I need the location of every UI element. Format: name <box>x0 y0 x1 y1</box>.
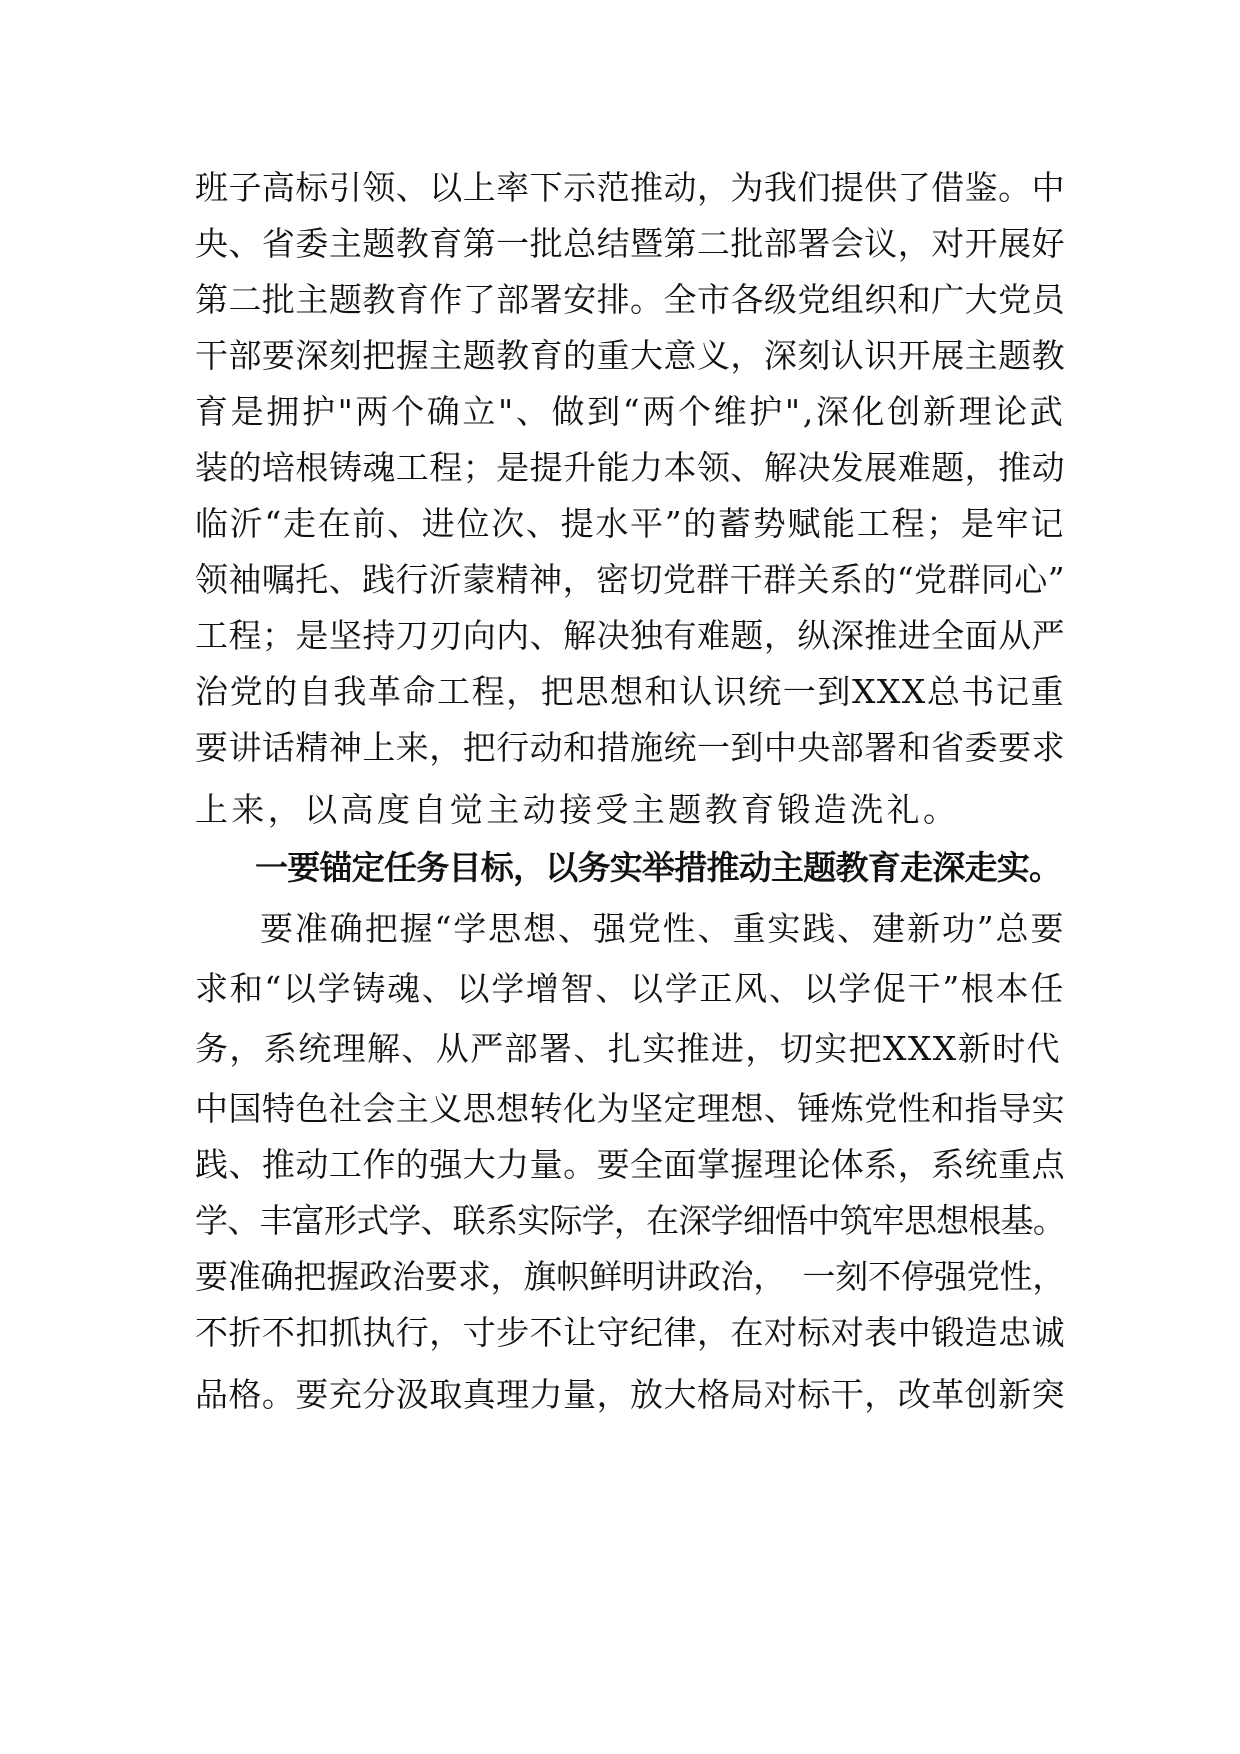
body-line: 学、丰富形式学、联系实际学，在深学细悟中筑牢思想根基。 <box>195 1201 1065 1240</box>
body-line: 不折不扣抓执行，寸步不让守纪律，在对标对表中锻造忠诚 <box>195 1313 1065 1352</box>
body-line: 务，系统理解、从严部署、扎实推进，切实把XXX新时代 <box>195 1029 1061 1068</box>
body-line: 践、推动工作的强大力量。要全面掌握理论体系，系统重点 <box>195 1145 1065 1184</box>
body-line: 央、省委主题教育第一批总结暨第二批部署会议，对开展好 <box>195 224 1065 263</box>
body-line: 工程；是坚持刀刃向内、解决独有难题，纵深推进全面从严 <box>195 616 1065 655</box>
body-line: 中国特色社会主义思想转化为坚定理想、锤炼党性和指导实 <box>195 1089 1065 1128</box>
body-line: 班子高标引领、以上率下示范推动，为我们提供了借鉴。中 <box>195 168 1065 207</box>
body-line: 第二批主题教育作了部署安排。全市各级党组织和广大党员 <box>195 280 1065 319</box>
body-line: 品格。要充分汲取真理力量，放大格局对标干，改革创新突 <box>195 1375 1065 1414</box>
body-line: 装的培根铸魂工程；是提升能力本领、解决发展难题，推动 <box>195 448 1065 487</box>
body-line: 治党的自我革命工程，把思想和认识统一到XXX总书记重 <box>195 672 1065 711</box>
paragraph-first-line: 要准确把握“学思想、强党性、重实践、建新功”总要 <box>260 909 1066 948</box>
body-line: 要准确把握政治要求，旗帜鲜明讲政治， 一刻不停强党性， <box>195 1257 1065 1296</box>
body-line: 求和“以学铸魂、以学增智、以学正风、以学促干”根本任 <box>195 969 1065 1008</box>
body-line: 临沂“走在前、进位次、提水平”的蓄势赋能工程；是牢记 <box>195 504 1065 543</box>
body-line: 育是拥护"两个确立"、做到“两个维护",深化创新理论武 <box>195 392 1066 431</box>
section-heading: 一要锚定任务目标，以务实举措推动主题教育走深走实。 <box>255 848 1062 887</box>
body-line: 要讲话精神上来，把行动和措施统一到中央部署和省委要求 <box>195 728 1065 767</box>
body-line: 干部要深刻把握主题教育的重大意义，深刻认识开展主题教 <box>195 336 1065 375</box>
body-line: 领袖嘱托、践行沂蒙精神，密切党群干群关系的“党群同心” <box>195 560 1065 599</box>
paragraph-end-line: 上来，以高度自觉主动接受主题教育锻造洗礼。 <box>195 790 960 829</box>
